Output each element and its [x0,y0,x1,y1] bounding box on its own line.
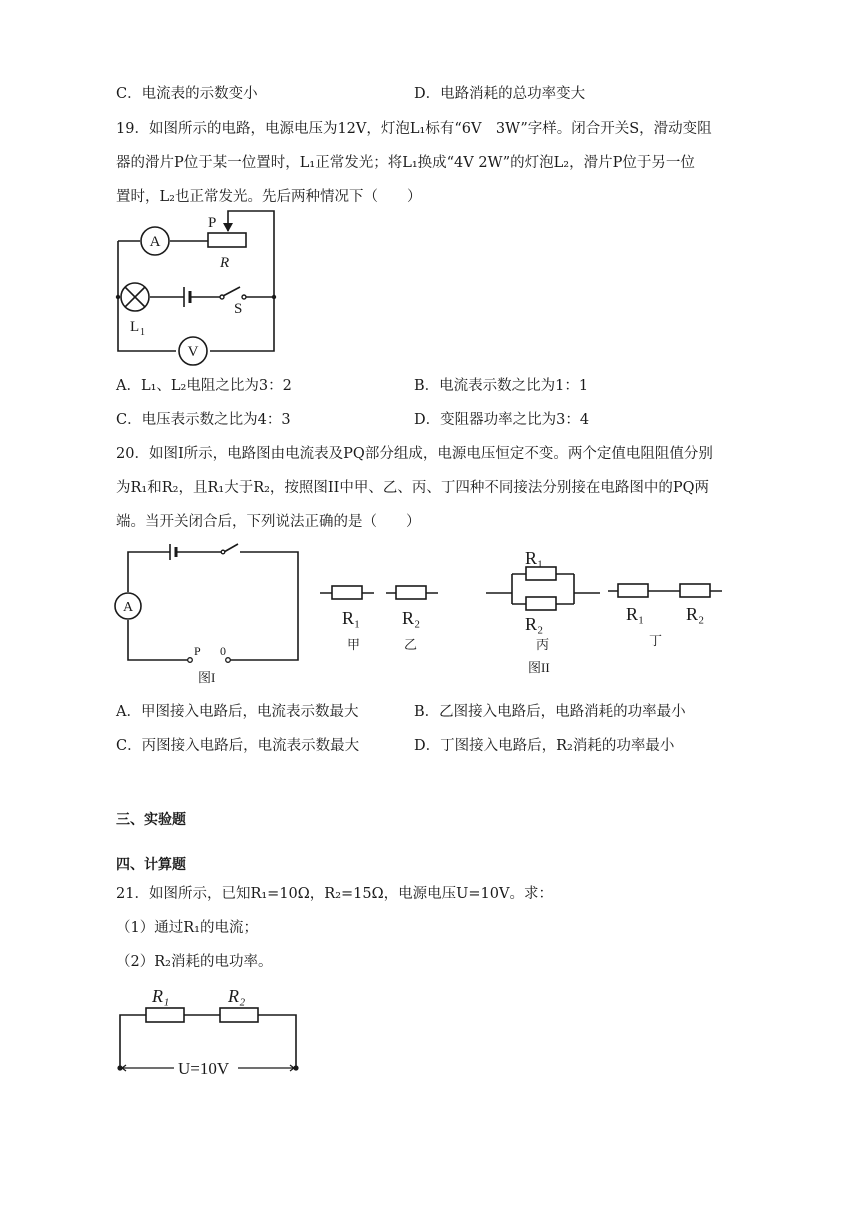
yi-r2-label: R₂ [402,608,421,628]
q20-option-c: C．丙图接入电路后，电流表示数最大 [116,738,360,754]
jia-caption: 甲 [347,637,361,652]
q20-figure-1 [112,540,312,690]
section-calculation-heading: 四、计算题 [116,857,186,873]
q21-part-1: （1）通过R₁的电流； [116,920,258,936]
q20-figure-2 [318,540,728,680]
q19-circuit-diagram [110,205,280,360]
ding-r2-label: R₂ [686,604,705,624]
q20-option-b: B．乙图接入电路后，电路消耗的功率最小 [414,704,686,720]
q20-option-d: D．丁图接入电路后，R₂消耗的功率最小 [414,738,675,754]
lamp-label-subscript: 1 [140,327,145,338]
q21-stem: 21．如图所示，已知R₁=10Ω，R₂=15Ω，电源电压U=10V。求： [116,886,553,902]
q19-option-b: B．电流表示数之比为1：1 [414,378,589,394]
figure-2-caption: 图II [528,660,550,675]
voltage-label: U=10V [178,1059,230,1078]
r1-label: R₁ [152,986,170,1006]
q18-option-d: D．电路消耗的总功率变大 [414,86,586,102]
ammeter-label: A [149,234,161,250]
yi-caption: 乙 [404,637,418,652]
q20-stem-line1: 20．如图I所示，电路图由电流表及PQ部分组成，电源电压恒定不变。两个定值电阻阻值分别 [116,446,713,462]
q21-circuit-diagram [112,982,312,1082]
lamp-label: L [130,319,140,335]
ding-caption: 丁 [649,633,663,648]
q19-stem-line2: 器的滑片P位于某一位置时，L₁正常发光；将L₁换成“4V 2W”的灯泡L₂，滑片P位于另一位 [116,155,695,171]
q19-stem-line3: 置时，L₂也正常发光。先后两种情况下（ ） [116,189,422,205]
q18-option-c: C．电流表的示数变小 [116,86,258,102]
jia-r1-label: R₁ [342,608,361,628]
r2-label: R₂ [228,986,246,1006]
ding-r1-label: R₁ [626,604,645,624]
bing-caption: 丙 [536,637,550,652]
q20-stem-line2: 为R₁和R₂，且R₁大于R₂，按照图II中甲、乙、丙、丁四种不同接法分别接在电路图中的PQ两 [116,480,710,496]
q21-part-2: （2）R₂消耗的电功率。 [116,954,273,970]
q19-option-d: D．变阻器功率之比为3：4 [414,412,590,428]
q20-option-a: A．甲图接入电路后，电流表示数最大 [116,704,359,720]
bing-r1-label: R₁ [525,548,544,568]
section-experiment-heading: 三、实验题 [116,812,186,828]
q20-stem-line3: 端。当开关闭合后，下列说法正确的是（ ） [116,514,421,530]
figure-1-caption: 图I [198,670,216,685]
switch-label: S [234,301,243,317]
q19-option-a: A．L₁、L₂电阻之比为3：2 [116,378,292,394]
terminal-q-label: 0 [220,644,226,658]
q19-stem-line1: 19．如图所示的电路，电源电压为12V，灯泡L₁标有“6V 3W”字样。闭合开关S，滑动变阻 [116,121,712,137]
slider-label: P [208,215,217,231]
q19-option-c: C．电压表示数之比为4：3 [116,412,291,428]
terminal-p-label: P [194,644,201,658]
ammeter-label: A [122,600,134,615]
rheostat-resistor [208,233,246,247]
voltmeter-label: V [187,344,199,360]
bing-r2-label: R₂ [525,614,544,634]
rheostat-label: R [220,255,230,271]
